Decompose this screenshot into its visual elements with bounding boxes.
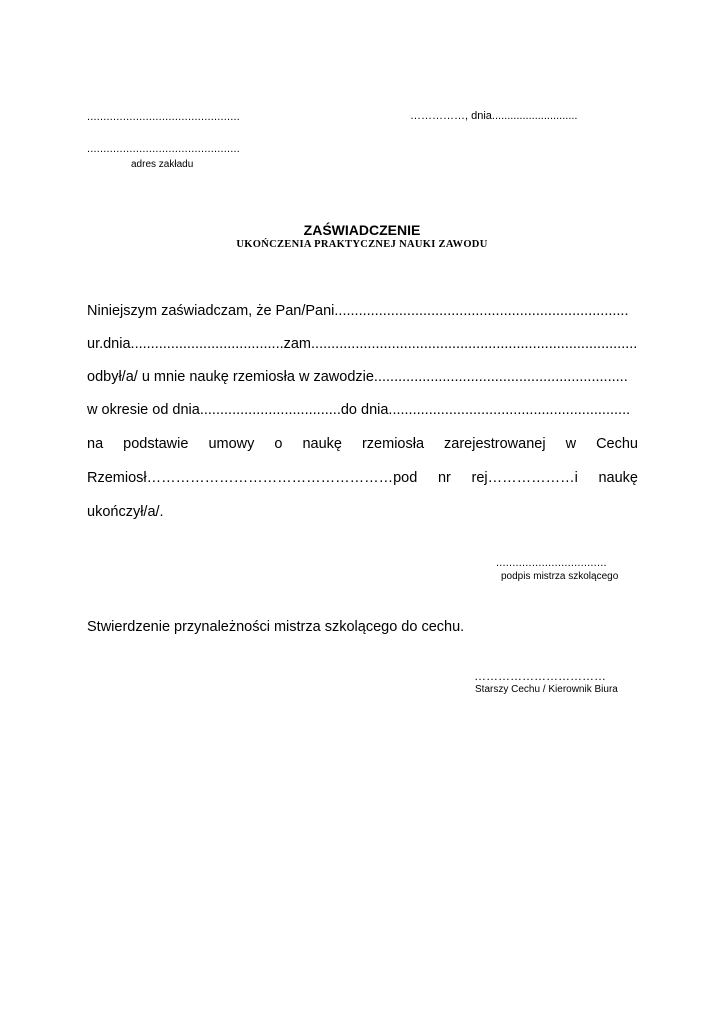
word: rzemiosła: [361, 436, 425, 452]
body-line-birth-address: ur.dnia......................................zam.................................................................................: [87, 336, 638, 352]
word: podstawie: [123, 436, 189, 452]
guild-confirmation-text: Stwierdzenie przynależności mistrza szkolącego do cechu.: [87, 619, 465, 635]
document-title: ZAŚWIADCZENIE: [303, 222, 421, 238]
word: zarejestrowanej: [444, 436, 546, 452]
word: umowy: [208, 436, 255, 452]
word: rej………………i: [471, 470, 578, 486]
word: Cechu: [596, 436, 638, 452]
word: w: [565, 436, 577, 452]
body-line-contract: [87, 436, 638, 452]
master-signature-line: ..................................: [496, 557, 607, 569]
guild-signature-line: ……………………………: [474, 669, 606, 683]
body-line-trade: odbył/a/ u mnie naukę rzemiosła w zawodzie...............................................................: [87, 369, 628, 385]
word: o: [274, 436, 283, 452]
body-line-name: Niniejszym zaświadczam, że Pan/Pani.........................................................................: [87, 303, 629, 319]
date-dots: , dnia............................: [465, 110, 578, 122]
place-dots: ……………: [410, 110, 465, 122]
establishment-address-line: ...............................................: [87, 143, 241, 155]
word: Rzemiosł……………………………………………pod: [87, 470, 418, 486]
address-caption: adres zakładu: [131, 159, 194, 170]
word: naukę: [598, 470, 638, 486]
document-subtitle: UKOŃCZENIA PRAKTYCZNEJ NAUKI ZAWODU: [236, 239, 488, 250]
word: nr: [437, 470, 451, 486]
master-signature-caption: podpis mistrza szkolącego: [501, 571, 619, 582]
guild-signature-caption: Starszy Cechu / Kierownik Biura: [475, 684, 618, 695]
place-date-line: [410, 110, 577, 122]
establishment-name-line: ...............................................: [87, 111, 241, 123]
body-line-period: w okresie od dnia...................................do dnia............................................................: [87, 402, 631, 418]
body-line-completion: ukończył/a/.: [87, 504, 164, 520]
word: naukę: [302, 436, 342, 452]
body-line-guild-registration: [87, 470, 638, 486]
word: na: [87, 436, 104, 452]
